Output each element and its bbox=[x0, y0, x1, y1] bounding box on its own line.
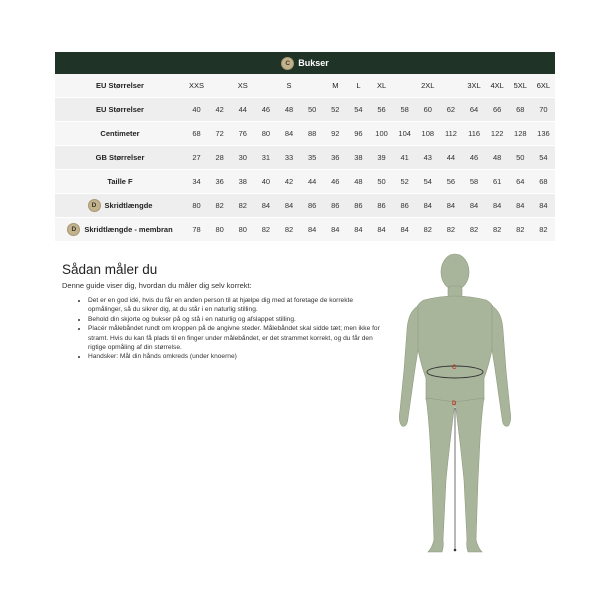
measure-badge: D bbox=[88, 199, 101, 212]
measuring-guide bbox=[62, 262, 382, 362]
row-label bbox=[55, 98, 185, 122]
size-cell: 86 bbox=[347, 194, 370, 218]
size-cell: 112 bbox=[439, 122, 462, 146]
size-cell: 27 bbox=[185, 146, 208, 170]
size-cell: 84 bbox=[416, 194, 439, 218]
size-cell: 44 bbox=[301, 170, 324, 194]
col-3xl: 3XL bbox=[463, 74, 486, 98]
size-cell: 82 bbox=[509, 218, 532, 242]
size-cell: 84 bbox=[254, 194, 277, 218]
size-row bbox=[55, 170, 555, 194]
row-label bbox=[55, 218, 185, 242]
size-cell: 86 bbox=[370, 194, 393, 218]
table-header bbox=[55, 52, 555, 74]
size-cell: 84 bbox=[324, 218, 347, 242]
size-cell: 82 bbox=[278, 218, 301, 242]
size-cell: 60 bbox=[416, 98, 439, 122]
size-cell: 68 bbox=[185, 122, 208, 146]
waist-marker: C bbox=[452, 365, 457, 371]
col-l: L bbox=[347, 74, 370, 98]
size-row bbox=[55, 122, 555, 146]
size-cell: 46 bbox=[324, 170, 347, 194]
size-cell: 70 bbox=[532, 98, 555, 122]
size-cell: 44 bbox=[439, 146, 462, 170]
size-cell: 80 bbox=[254, 122, 277, 146]
size-cell: 42 bbox=[208, 98, 231, 122]
size-cell: 41 bbox=[393, 146, 416, 170]
row-label-text: Skridtlængde - membran bbox=[84, 225, 173, 234]
guide-bullet: • Handsker: Mål din hånds omkreds (under knoerne) bbox=[88, 352, 382, 361]
size-cell: 84 bbox=[370, 218, 393, 242]
size-cell: 86 bbox=[393, 194, 416, 218]
size-cell: 84 bbox=[439, 194, 462, 218]
size-cell: 35 bbox=[301, 146, 324, 170]
size-cell: 28 bbox=[208, 146, 231, 170]
size-cell: 42 bbox=[278, 170, 301, 194]
guide-bullet: • Behold din skjorte og bukser på og stå i en naturlig og afslappet stilling. bbox=[88, 315, 382, 324]
size-cell: 66 bbox=[486, 98, 509, 122]
col-4xl: 4XL bbox=[486, 74, 509, 98]
size-cell: 50 bbox=[301, 98, 324, 122]
size-cell: 58 bbox=[393, 98, 416, 122]
size-cell: 36 bbox=[324, 146, 347, 170]
guide-list bbox=[62, 296, 382, 362]
guide-bullet: • Placér målebåndet rundt om kroppen på de angivne steder. Målebåndet skal sidde tæt; men ikke for stramt. Hvis du kan få plads til en finger under målebåndet, er det strammet korrekt, og du får den rigtige opmåling af din størrelse. bbox=[88, 324, 382, 352]
size-cell: 44 bbox=[231, 98, 254, 122]
size-table bbox=[55, 74, 555, 242]
size-cell: 72 bbox=[208, 122, 231, 146]
inseam-marker: D bbox=[452, 401, 457, 407]
size-cell: 96 bbox=[347, 122, 370, 146]
row-label-text: Skridtlængde bbox=[104, 201, 153, 210]
size-cell: 64 bbox=[463, 98, 486, 122]
size-cell: 48 bbox=[486, 146, 509, 170]
size-cell: 100 bbox=[370, 122, 393, 146]
size-row bbox=[55, 146, 555, 170]
size-row bbox=[55, 194, 555, 218]
row-label-text: EU Størrelser bbox=[96, 105, 144, 114]
size-cell: 52 bbox=[393, 170, 416, 194]
size-cell: 46 bbox=[463, 146, 486, 170]
size-cell: 136 bbox=[532, 122, 555, 146]
size-cell: 88 bbox=[301, 122, 324, 146]
size-cell: 56 bbox=[370, 98, 393, 122]
row-label bbox=[55, 194, 185, 218]
size-cell: 82 bbox=[231, 194, 254, 218]
size-cell: 58 bbox=[463, 170, 486, 194]
size-cell: 84 bbox=[301, 218, 324, 242]
size-cell: 128 bbox=[509, 122, 532, 146]
col-5xl: 5XL bbox=[509, 74, 532, 98]
size-header-row bbox=[55, 74, 555, 98]
header-row-label: EU Størrelser bbox=[55, 74, 185, 98]
size-cell: 82 bbox=[439, 218, 462, 242]
size-cell: 48 bbox=[278, 98, 301, 122]
size-cell: 50 bbox=[370, 170, 393, 194]
size-cell: 68 bbox=[509, 98, 532, 122]
col-xl: XL bbox=[370, 74, 393, 98]
size-cell: 84 bbox=[532, 194, 555, 218]
size-row bbox=[55, 98, 555, 122]
size-cell: 33 bbox=[278, 146, 301, 170]
guide-bullet: • Det er en god idé, hvis du får en anden person til at hjælpe dig med at foretage de korrekte opmålinger, så du sikrer dig, at du står i en naturlig stilling. bbox=[88, 296, 382, 315]
size-cell: 86 bbox=[301, 194, 324, 218]
size-cell: 54 bbox=[532, 146, 555, 170]
guide-heading: Sådan måler du bbox=[62, 262, 158, 277]
size-cell: 76 bbox=[231, 122, 254, 146]
size-cell: 54 bbox=[347, 98, 370, 122]
size-cell: 38 bbox=[347, 146, 370, 170]
size-cell: 84 bbox=[486, 194, 509, 218]
size-cell: 34 bbox=[185, 170, 208, 194]
size-cell: 48 bbox=[347, 170, 370, 194]
size-cell: 52 bbox=[324, 98, 347, 122]
size-cell: 84 bbox=[509, 194, 532, 218]
size-cell: 31 bbox=[254, 146, 277, 170]
size-cell: 43 bbox=[416, 146, 439, 170]
size-row bbox=[55, 218, 555, 242]
size-cell: 36 bbox=[208, 170, 231, 194]
size-cell: 122 bbox=[486, 122, 509, 146]
row-label bbox=[55, 146, 185, 170]
guide-intro: Denne guide viser dig, hvordan du måler dig selv korrekt: bbox=[62, 281, 252, 290]
col-s: S bbox=[278, 74, 301, 98]
row-label bbox=[55, 170, 185, 194]
size-cell: 40 bbox=[185, 98, 208, 122]
size-cell: 116 bbox=[463, 122, 486, 146]
size-cell: 61 bbox=[486, 170, 509, 194]
size-cell: 64 bbox=[509, 170, 532, 194]
size-cell: 84 bbox=[278, 122, 301, 146]
size-cell: 82 bbox=[532, 218, 555, 242]
col-6xl: 6XL bbox=[532, 74, 555, 98]
size-cell: 108 bbox=[416, 122, 439, 146]
size-cell: 68 bbox=[532, 170, 555, 194]
size-cell: 84 bbox=[278, 194, 301, 218]
size-cell: 39 bbox=[370, 146, 393, 170]
row-label-text: GB Størrelser bbox=[95, 153, 145, 162]
col-xs: XS bbox=[231, 74, 254, 98]
size-cell: 46 bbox=[254, 98, 277, 122]
size-cell: 92 bbox=[324, 122, 347, 146]
measure-badge: D bbox=[67, 223, 80, 236]
size-cell: 84 bbox=[463, 194, 486, 218]
size-cell: 104 bbox=[393, 122, 416, 146]
col-2xl: 2XL bbox=[416, 74, 439, 98]
size-cell: 80 bbox=[231, 218, 254, 242]
size-cell: 82 bbox=[208, 194, 231, 218]
size-cell: 84 bbox=[393, 218, 416, 242]
col-xxs: XXS bbox=[185, 74, 208, 98]
body-figure bbox=[380, 250, 530, 560]
size-cell: 82 bbox=[416, 218, 439, 242]
col-m: M bbox=[324, 74, 347, 98]
title-badge: C bbox=[281, 57, 294, 70]
size-cell: 82 bbox=[486, 218, 509, 242]
size-cell: 82 bbox=[254, 218, 277, 242]
size-cell: 40 bbox=[254, 170, 277, 194]
size-cell: 86 bbox=[324, 194, 347, 218]
size-cell: 30 bbox=[231, 146, 254, 170]
size-cell: 82 bbox=[463, 218, 486, 242]
size-chart bbox=[55, 52, 555, 242]
size-cell: 54 bbox=[416, 170, 439, 194]
row-label-text: Centimeter bbox=[100, 129, 140, 138]
size-cell: 50 bbox=[509, 146, 532, 170]
size-cell: 38 bbox=[231, 170, 254, 194]
size-cell: 56 bbox=[439, 170, 462, 194]
row-label bbox=[55, 122, 185, 146]
size-cell: 80 bbox=[185, 194, 208, 218]
size-cell: 84 bbox=[347, 218, 370, 242]
size-cell: 78 bbox=[185, 218, 208, 242]
table-title: Bukser bbox=[298, 58, 329, 68]
size-cell: 80 bbox=[208, 218, 231, 242]
size-cell: 62 bbox=[439, 98, 462, 122]
row-label-text: Taille F bbox=[107, 177, 133, 186]
